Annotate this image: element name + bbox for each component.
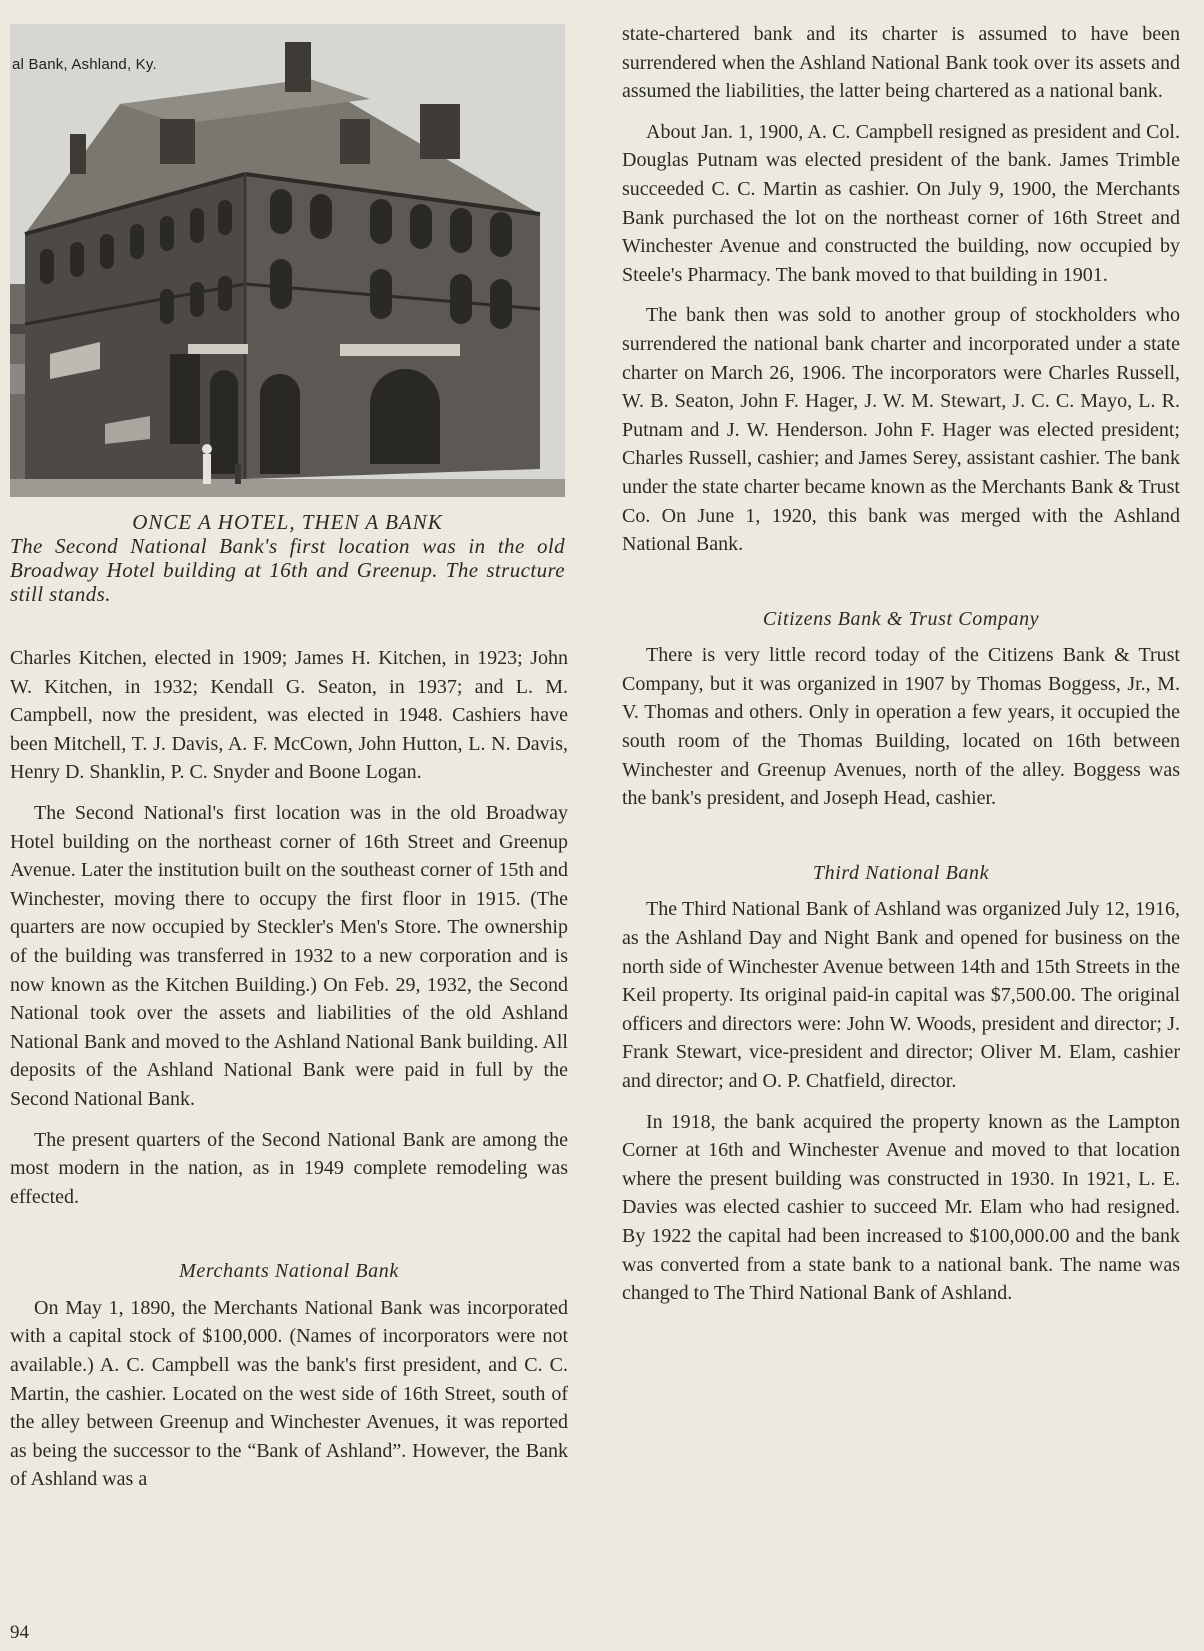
paragraph: In 1918, the bank acquired the property known as the Lampton Corner at 16th and Winchester Avenue and moved to that location where the present building was constructed in 1930. In 1921, L. E. Davies was elected cashier to succeed Mr. Elam who had resigned. By 1922 the capital had been increased to $100,000.00 and the bank was converted from a state bank to a national bank. The name was changed to The Third National Bank of Ashland. xyxy=(622,1110,1180,1305)
caption-text: The Second National Bank's first location was in the old Broadway Hotel building at 16th and Greenup. The structure still stands. xyxy=(10,534,565,606)
paragraph: Charles Kitchen, elected in 1909; James H. Kitchen, in 1923; John W. Kitchen, in 1932; Kendall G. Seaton, in 1937; and L. M. Campbell, now the president, was elected in 1948. Cashiers have been Mitchell, T. J. Davis, A. F. McCown, John Hutton, L. N. Davis, Henry D. Shanklin, P. C. Snyder and Boone Logan. xyxy=(10,647,568,784)
paragraph: The Second National's first location was in the old Broadway Hotel building on the northeast corner of 16th Street and Greenup Avenue. Later the institution built on the southeast corner of 15th and Winchester, moving there to occupy the first floor in 1915. (The quarters are now occupied by Steckler's Men's Store. The ownership of the building was transferred in 1932 to a new corporation and is now known as the Kitchen Building.) On Feb. 29, 1932, the Second National took over the assets and liabilities of the old Ashland National Bank and moved to the Ashland National Bank building. All deposits of the Ashland National Bank were paid in full by the Second National Bank. xyxy=(10,801,568,1110)
right-column xyxy=(622,20,1180,1320)
paragraph: About Jan. 1, 1900, A. C. Campbell resigned as president and Col. Douglas Putnam was elected president of the bank. James Trimble succeeded C. C. Martin as cashier. On July 9, 1900, the Merchants Bank purchased the lot on the northeast corner of 16th Street and Winchester Avenue and constructed the building, now occupied by Steele's Pharmacy. The bank moved to that building in 1901. xyxy=(622,120,1180,286)
bank-building-photo xyxy=(10,24,565,497)
photo-label: al Bank, Ashland, Ky. xyxy=(12,56,157,73)
section-heading-merchants: Merchants National Bank xyxy=(179,1260,399,1283)
building-illustration xyxy=(10,24,565,497)
section-heading-third-national: Third National Bank xyxy=(812,861,990,884)
section-heading-citizens: Citizens Bank & Trust Company xyxy=(762,607,1040,630)
page-number: 94 xyxy=(10,1622,29,1643)
paragraph: There is very little record today of the Citizens Bank & Trust Company, but it was organized in 1907 by Thomas Boggess, Jr., M. V. Thomas and others. Only in operation a few years, it occupied the south room of the Thomas Building, located on 16th between Winchester and Greenup Avenues, north of the alley. Boggess was the bank's president, and Joseph Head, cashier. xyxy=(622,644,1180,810)
paragraph: state-chartered bank and its charter is assumed to have been surrendered when the Ashland National Bank took over its assets and assumed the liabilities, the latter being chartered as a national bank. xyxy=(622,23,1180,103)
paragraph: On May 1, 1890, the Merchants National Bank was incorporated with a capital stock of $100,000. (Names of incorporators were not available.) A. C. Campbell was the bank's first president, and C. C. Martin, the cashier. Located on the west side of 16th Street, south of the alley between Greenup and Winchester Avenues, it was reported as being the successor to the “Bank of Ashland”. However, the Bank of Ashland was a xyxy=(10,1296,568,1491)
paragraph: The bank then was sold to another group of stockholders who surrendered the national bank charter and incorporated under a state charter on March 26, 1906. The incorporators were Charles Russell, W. B. Seaton, John F. Hager, J. W. M. Stewart, J. C. C. Mayo, L. R. Putnam and J. W. Henderson. John F. Hager was elected president; Charles Russell, cashier; and James Serey, assistant cashier. The bank under the state charter became known as the Merchants Bank & Trust Co. On June 1, 1920, this bank was merged with the Ashland National Bank. xyxy=(622,304,1180,556)
paragraph: The present quarters of the Second National Bank are among the most modern in the nation, as in 1949 complete remodeling was effected. xyxy=(10,1128,568,1208)
photo-caption xyxy=(10,510,565,606)
left-column xyxy=(10,644,568,1506)
paragraph: The Third National Bank of Ashland was organized July 12, 1916, as the Ashland Day and Night Bank and opened for business on the north side of Winchester Avenue between 14th and 15th Streets in the Keil property. Its original paid-in capital was $7,500.00. The original officers and directors were: John W. Woods, president and director; J. Frank Stewart, vice-president and director; Oliver M. Elam, cashier and director; and O. P. Chatfield, director. xyxy=(622,898,1180,1092)
caption-title: ONCE A HOTEL, THEN A BANK xyxy=(132,510,443,534)
